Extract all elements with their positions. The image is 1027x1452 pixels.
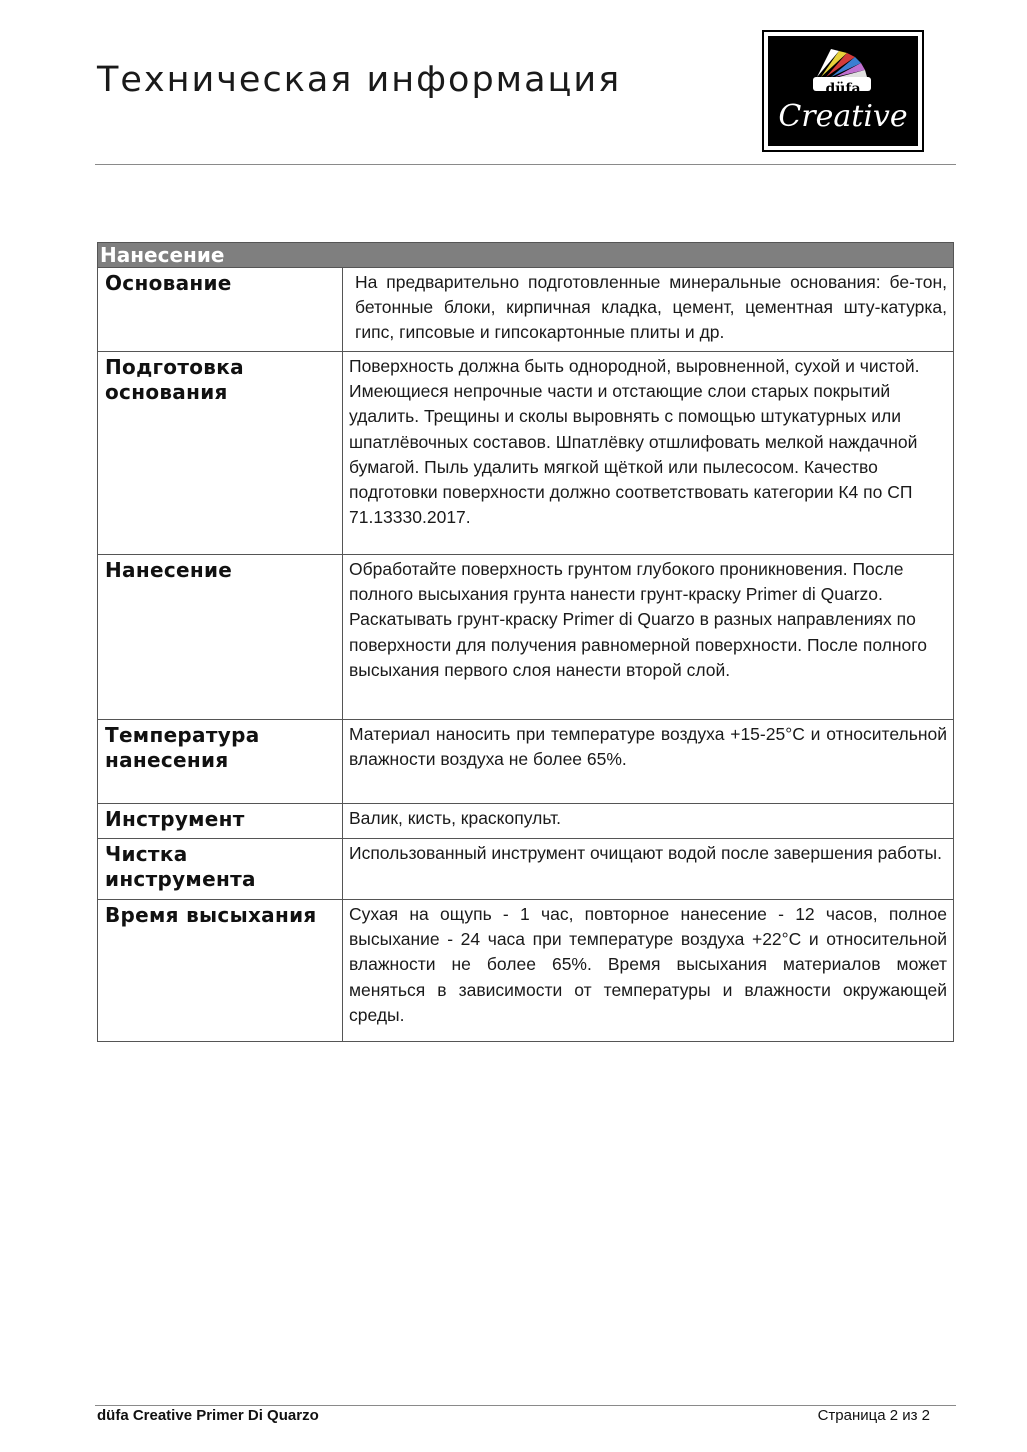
row-value: Использованный инструмент очищают водой после завершения работы. xyxy=(343,839,954,900)
footer-product-name: düfa Creative Primer Di Quarzo xyxy=(97,1407,319,1424)
page-title: Техническая информация xyxy=(97,60,622,100)
row-value: На предварительно подготовленные минеральные основания: бе-тон, бетонные блоки, кирпичная кладка, цемент, цементная шту-катурка, гипс, гипсовые и гипсокартонные плиты и др. xyxy=(343,268,954,352)
row-label: Чистка инструмента xyxy=(98,839,343,900)
row-value: Обработайте поверхность грунтом глубокого проникновения. После полного высыхания грунта нанести грунт-краску Primer di Quarzo. Раскатывать грунт-краску Primer di Quarzo в разных направлениях по поверхности для получения равномерной поверхности. После полного высыхания первого слоя нанести второй слой. xyxy=(343,555,954,720)
footer-page-number: Страница 2 из 2 xyxy=(817,1407,930,1424)
application-table xyxy=(97,242,954,1042)
row-label: Основание xyxy=(98,268,343,352)
logo-brand-text: düfa xyxy=(825,81,861,97)
section-title: Нанесение xyxy=(98,243,954,268)
section-header-row xyxy=(98,243,954,268)
row-label: Инструмент xyxy=(98,804,343,839)
row-value: Поверхность должна быть однородной, выровненной, сухой и чистой. Имеющиеся непрочные части и отстающие слои старых покрытий удалить. Трещины и сколы выровнять с помощью штукатурных или шпатлёвочных составов. Шпатлёвку отшлифовать мелкой наждачной бумагой. Пыль удалить мягкой щёткой или пылесосом. Качество подготовки поверхности должно соответствовать категории К4 по СП 71.13330.2017. xyxy=(343,352,954,555)
table-row xyxy=(98,268,954,352)
row-value: Сухая на ощупь - 1 час, повторное нанесение - 12 часов, полное высыхание - 24 часа при температуре воздуха +22°C и относительной влажности не более 65%. Время высыхания материалов может меняться в зависимости от температуры и влажности окружающей среды. xyxy=(343,900,954,1042)
row-label: Время высыхания xyxy=(98,900,343,1042)
table-row xyxy=(98,839,954,900)
row-value: Валик, кисть, краскопульт. xyxy=(343,804,954,839)
row-label: Подготовка основания xyxy=(98,352,343,555)
row-label: Нанесение xyxy=(98,555,343,720)
logo-script-text: Creative xyxy=(778,99,908,134)
footer-divider xyxy=(95,1405,956,1406)
table-row xyxy=(98,555,954,720)
table-row xyxy=(98,352,954,555)
row-value: Материал наносить при температуре воздуха +15-25°C и относительной влажности воздуха не более 65%. xyxy=(343,720,954,804)
row-label: Температура нанесения xyxy=(98,720,343,804)
header-divider xyxy=(95,164,956,165)
table-row xyxy=(98,804,954,839)
brand-logo xyxy=(762,30,924,152)
table-row xyxy=(98,900,954,1042)
table-row xyxy=(98,720,954,804)
